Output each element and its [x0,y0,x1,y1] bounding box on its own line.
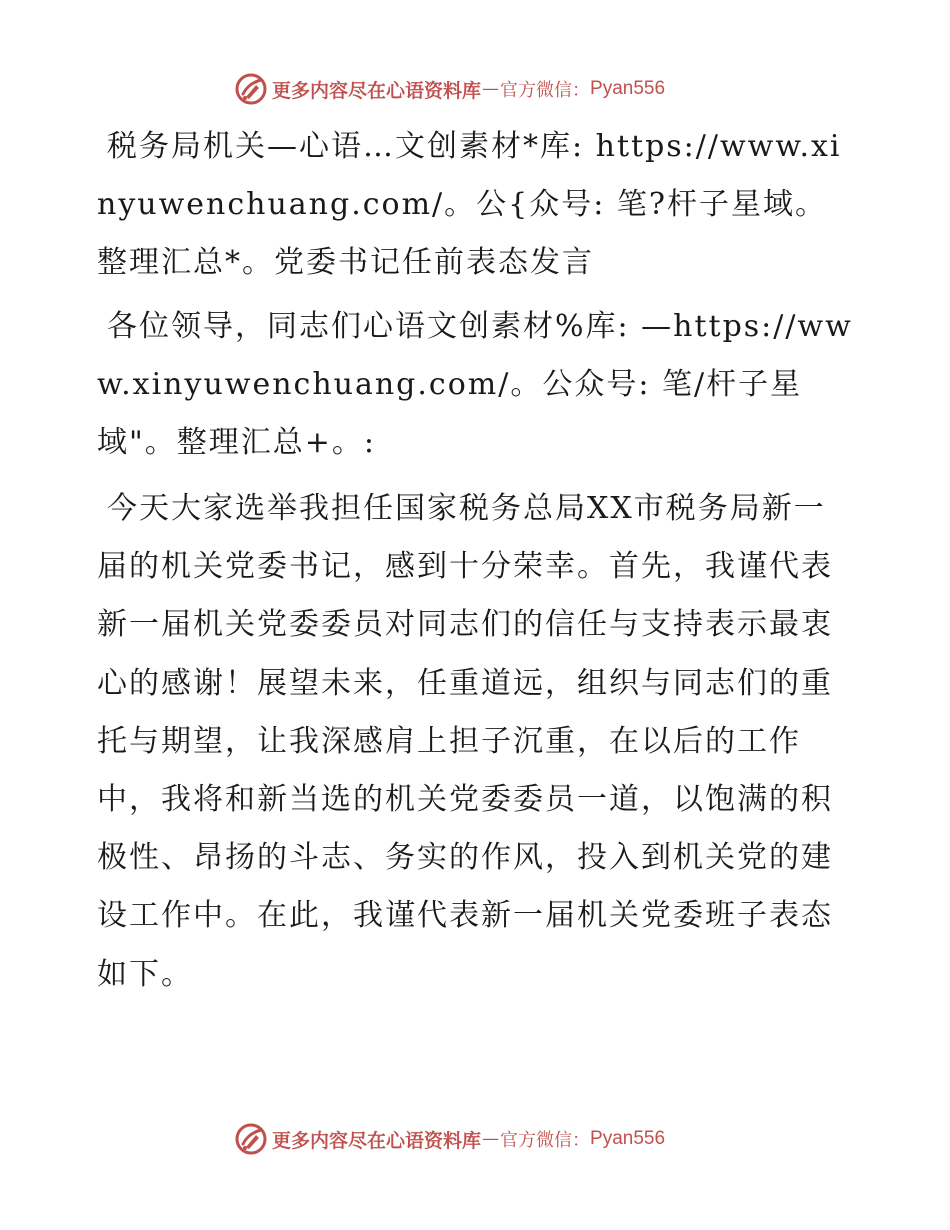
paragraph-greeting: 各位领导，同志们心语文创素材%库: —https://www.xinyuwenchuang.com/。公众号: 笔/杆子星域"。整理汇总+。: [97,309,853,460]
document-body [97,118,853,1010]
banner-wechat-label: 官方微信： [500,80,591,101]
banner-slogan: 更多内容尽在心语资料库 [272,79,482,102]
paragraph-title: 税务局机关—心语…文创素材*库: https://www.xinyuwenchuang.com/。公{众号: 笔?杆子星域。整理汇总*。党委书记任前表态发言 [97,129,842,280]
brand-logo-icon [234,72,268,106]
banner-separator: — [482,79,500,99]
brand-logo-icon [234,1122,268,1156]
banner-slogan: 更多内容尽在心语资料库 [272,1129,482,1152]
banner-wechat-id: Pyan556 [590,1128,666,1149]
banner-separator: — [482,1129,500,1149]
banner-wechat-id: Pyan556 [590,78,666,99]
paragraph-main: 今天大家选举我担任国家税务总局XX市税务局新一届的机关党委书记，感到十分荣幸。首先，我谨代表新一届机关党委委员对同志们的信任与支持表示最衷心的感谢！展望未来，任重道远，组织与同志们的重托与期望，让我深感肩上担子沉重，在以后的工作中，我将和新当选的机关党委委员一道，以饱满的积极性、昂扬的斗志、务实的作风，投入到机关党的建设工作中。在此，我谨代表新一届机关党委班子表态如下。 [97,491,833,992]
banner-wechat-label: 官方微信： [500,1130,591,1151]
footer-banner [234,1122,714,1156]
header-banner [234,72,714,106]
